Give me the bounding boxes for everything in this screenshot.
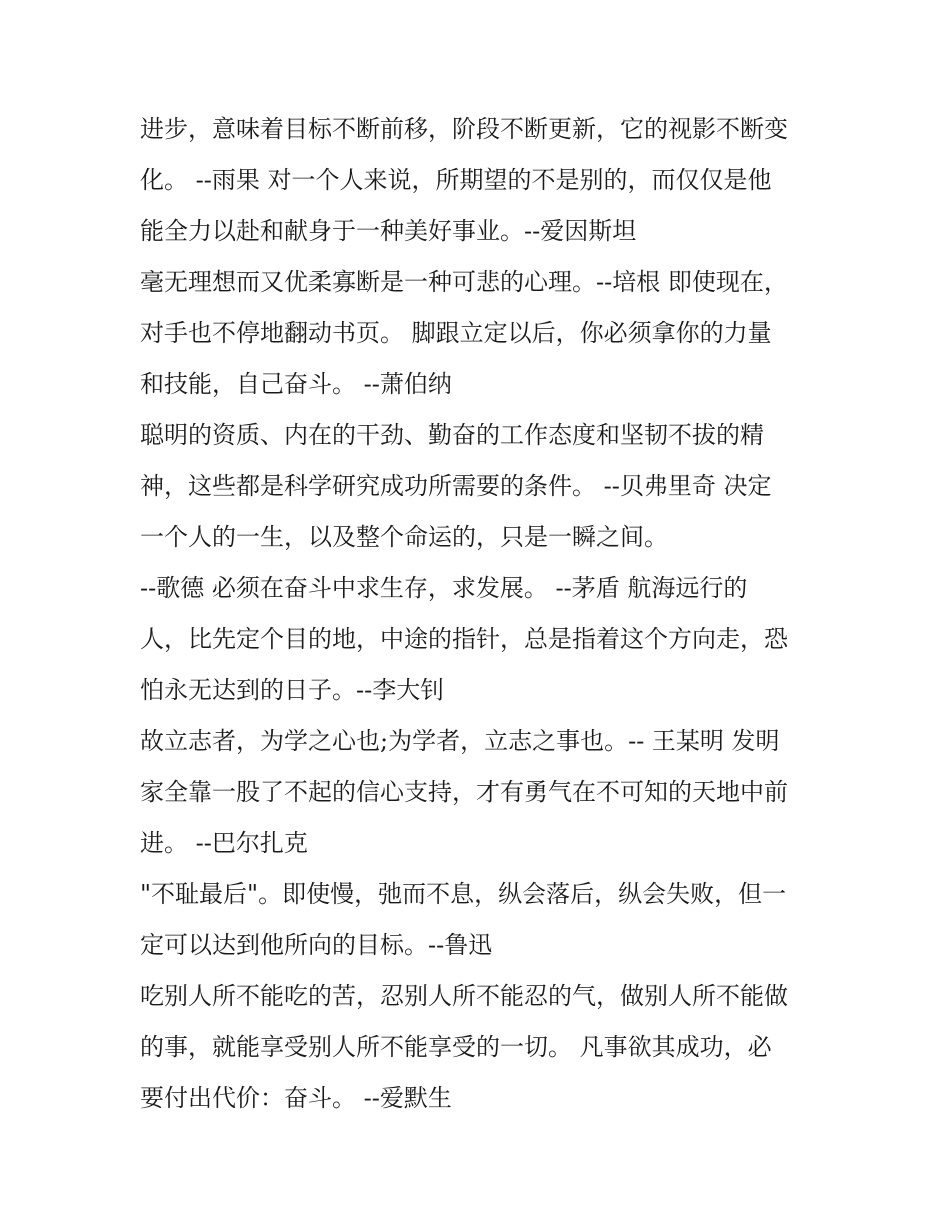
text-line: 家全靠一股了不起的信心支持，才有勇气在不可知的天地中前 bbox=[140, 778, 788, 806]
text-line: 一个人的一生，以及整个命运的，只是一瞬之间。 bbox=[140, 523, 668, 551]
text-line: 化。 --雨果 对一个人来说，所期望的不是别的，而仅仅是他 bbox=[140, 166, 772, 194]
text-line: 怕永无达到的日子。--李大钊 bbox=[140, 676, 445, 704]
text-line: 进步，意味着目标不断前移，阶段不断更新，它的视影不断变 bbox=[140, 115, 788, 143]
text-line: "不耻最后"。即使慢，弛而不息，纵会落后，纵会失败，但一 bbox=[140, 880, 787, 908]
text-line: 对手也不停地翻动书页。 脚跟立定以后，你必须拿你的力量 bbox=[140, 319, 772, 347]
text-line: 能全力以赴和献身于一种美好事业。--爱因斯坦 bbox=[140, 217, 637, 245]
text-line: 聪明的资质、内在的干劲、勤奋的工作态度和坚韧不拔的精 bbox=[140, 421, 764, 449]
text-line: --歌德 必须在奋斗中求生存，求发展。 --茅盾 航海远行的 bbox=[140, 574, 748, 602]
text-line: 进。 --巴尔扎克 bbox=[140, 829, 308, 857]
text-line: 吃别人所不能吃的苦，忍别人所不能忍的气，做别人所不能做 bbox=[140, 982, 788, 1010]
text-line: 和技能，自己奋斗。 --萧伯纳 bbox=[140, 370, 452, 398]
quote-text-block bbox=[140, 104, 820, 1124]
text-line: 神，这些都是科学研究成功所需要的条件。 --贝弗里奇 决定 bbox=[140, 472, 772, 500]
text-line: 故立志者，为学之心也;为学者，立志之事也。-- 王某明 发明 bbox=[140, 727, 780, 755]
text-line: 毫无理想而又优柔寡断是一种可悲的心理。--培根 即使现在， bbox=[140, 268, 788, 296]
text-line: 人，比先定个目的地，中途的指针，总是指着这个方向走，恐 bbox=[140, 625, 788, 653]
text-line: 的事，就能享受别人所不能享受的一切。 凡事欲其成功，必 bbox=[140, 1033, 772, 1061]
text-line: 要付出代价：奋斗。 --爱默生 bbox=[140, 1084, 452, 1112]
text-line: 定可以达到他所向的目标。--鲁迅 bbox=[140, 931, 493, 959]
